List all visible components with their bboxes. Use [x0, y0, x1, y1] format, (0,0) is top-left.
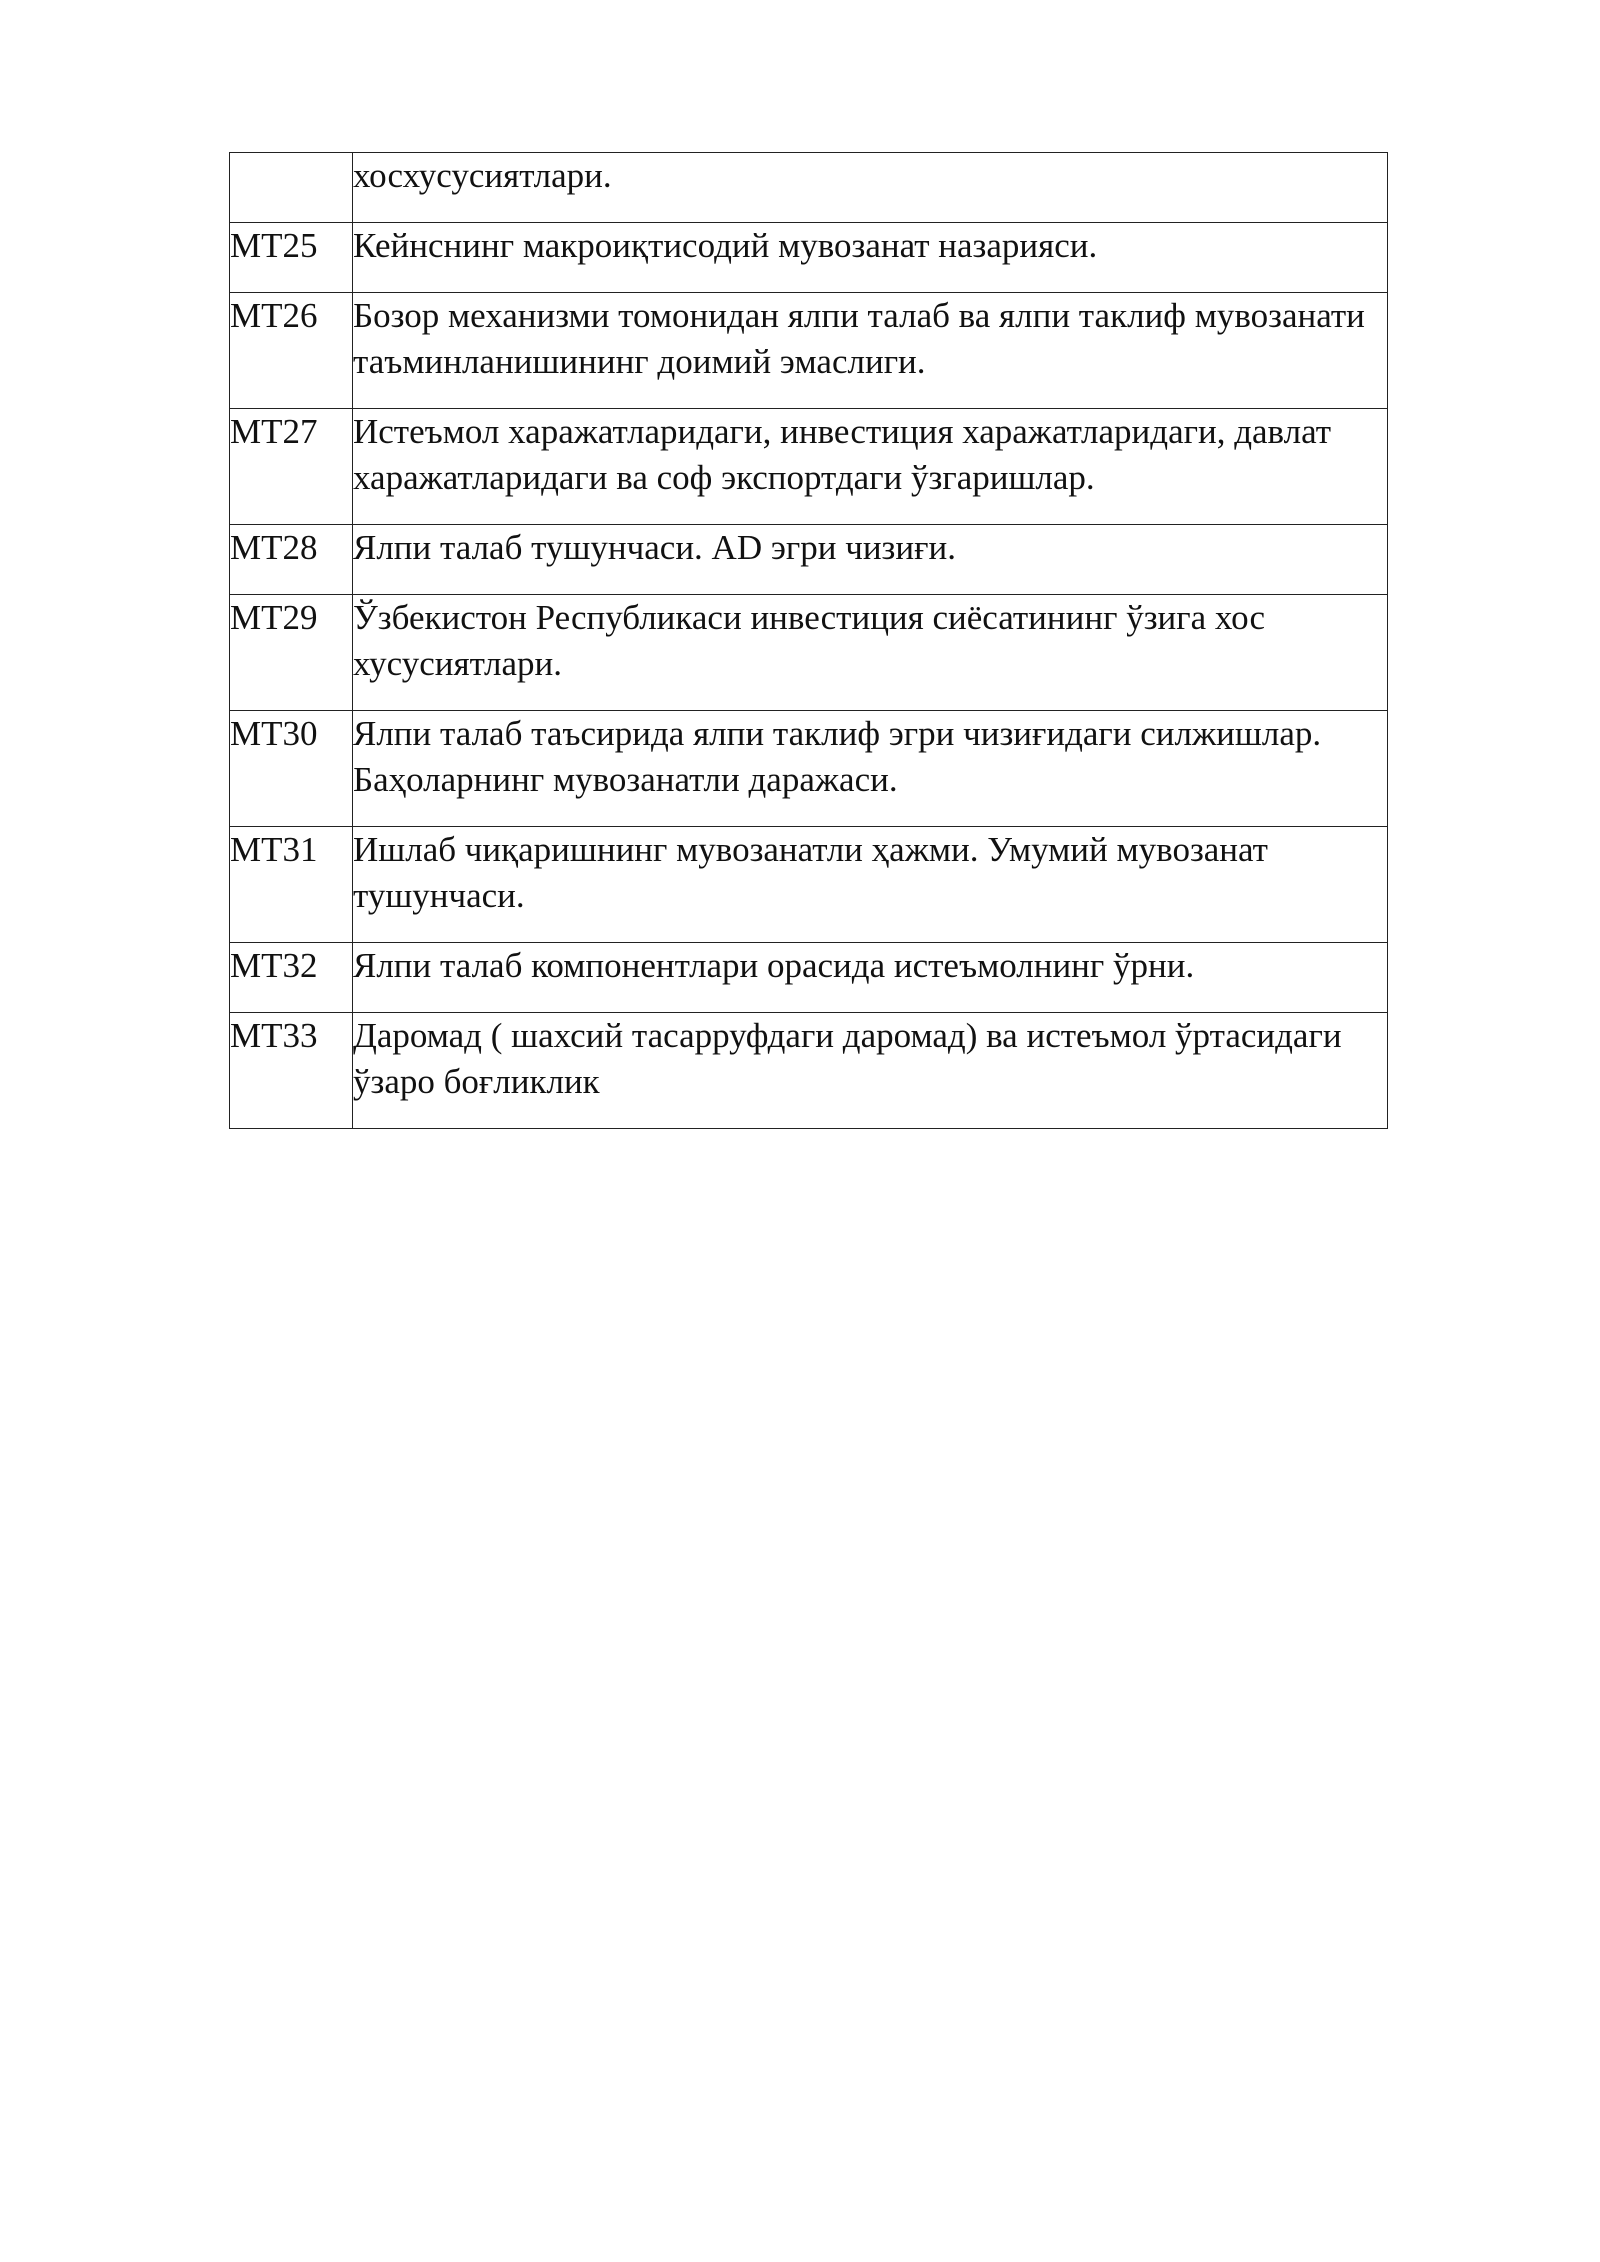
topic-text: Истеъмол харажатларидаги, инвестиция харажатларидаги, давлат харажатларидаги ва соф экспортдаги ўзгаришлар. [353, 409, 1388, 525]
topics-table [229, 152, 1388, 1129]
table-row [230, 525, 1388, 595]
topic-text: Ишлаб чиқаришнинг мувозанатли ҳажми. Умумий мувозанат тушунчаси. [353, 827, 1388, 943]
table-row [230, 827, 1388, 943]
table-row [230, 595, 1388, 711]
table-row [230, 409, 1388, 525]
topic-text: Кейнснинг макроиқтисодий мувозанат назарияси. [353, 223, 1388, 293]
topic-code: МТ33 [230, 1013, 353, 1129]
topic-text: Ўзбекистон Республикаси инвестиция сиёсатининг ўзига хос хусусиятлари. [353, 595, 1388, 711]
topic-code: МТ30 [230, 711, 353, 827]
topic-text: Ялпи талаб тушунчаси. AD эгри чизиғи. [353, 525, 1388, 595]
topic-text: Бозор механизми томонидан ялпи талаб ва ялпи таклиф мувозанати таъминланишининг доимий эмаслиги. [353, 293, 1388, 409]
table-row [230, 943, 1388, 1013]
topic-code: МТ27 [230, 409, 353, 525]
topic-code: МТ26 [230, 293, 353, 409]
topic-code: МТ28 [230, 525, 353, 595]
topic-text: Даромад ( шахсий тасарруфдаги даромад) ва истеъмол ўртасидаги ўзаро боғликлик [353, 1013, 1388, 1129]
topic-text: Ялпи талаб таъсирида ялпи таклиф эгри чизиғидаги силжишлар. Баҳоларнинг мувозанатли даражаси. [353, 711, 1388, 827]
topic-code [230, 153, 353, 223]
topic-text: Ялпи талаб компонентлари орасида истеъмолнинг ўрни. [353, 943, 1388, 1013]
topic-code: МТ25 [230, 223, 353, 293]
topic-code: МТ29 [230, 595, 353, 711]
table-row [230, 153, 1388, 223]
table-row [230, 293, 1388, 409]
table-row [230, 223, 1388, 293]
topic-code: МТ32 [230, 943, 353, 1013]
topic-code: МТ31 [230, 827, 353, 943]
table-row [230, 1013, 1388, 1129]
topic-text: хосхусусиятлари. [353, 153, 1388, 223]
table-row [230, 711, 1388, 827]
